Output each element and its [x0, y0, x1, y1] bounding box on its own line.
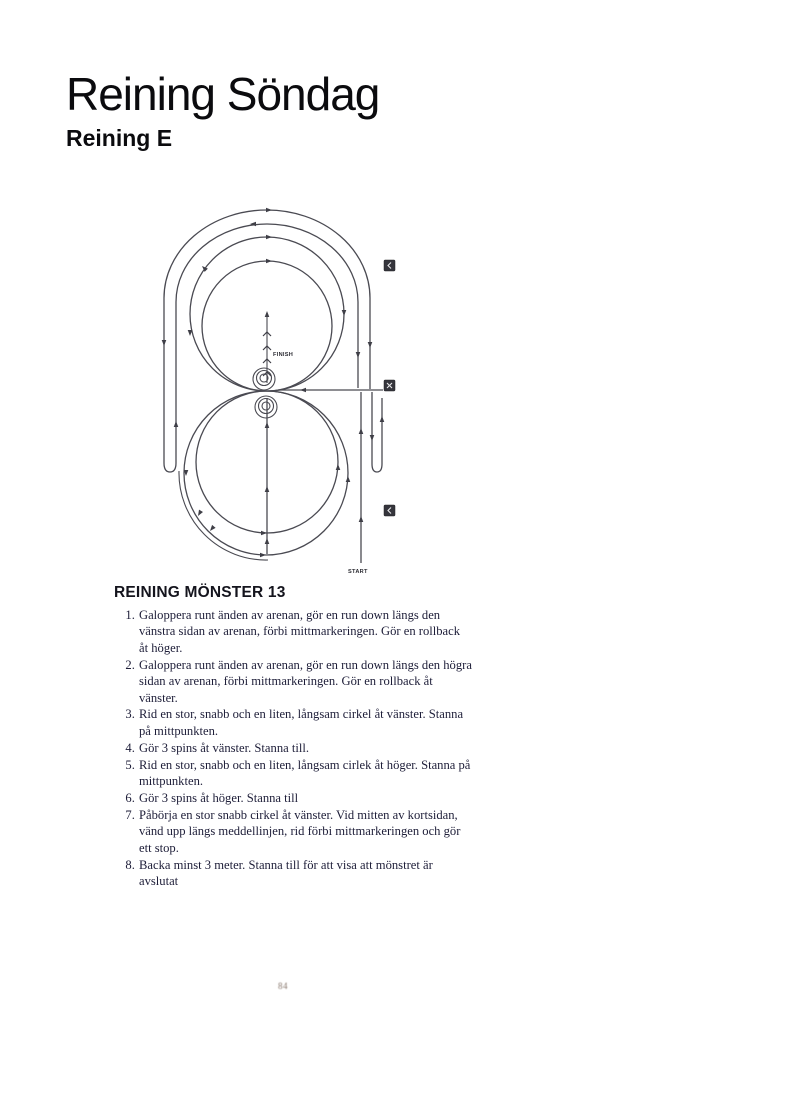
- pattern-steps-list: [114, 607, 472, 889]
- reining-pattern-diagram: [150, 186, 420, 586]
- pattern-description: [114, 584, 472, 890]
- bottom-circles: [179, 391, 348, 560]
- page-number: 84: [278, 981, 288, 991]
- rollback-right-path: [372, 392, 382, 472]
- pattern-step: 3. Rid en stor, snabb och en liten, långsam cirkel åt vänster. Stanna på mittpunkten.: [138, 706, 472, 739]
- pattern-step: 7. Påbörja en stor snabb cirkel åt vänster. Vid mitten av kortsidan, vänd upp längs meddellinjen, rid förbi mittmarkeringen och gör ett stop.: [138, 807, 472, 856]
- page-subtitle: Reining E: [66, 125, 173, 152]
- pattern-step: 8. Backa minst 3 meter. Stanna till för att visa att mönstret är avslutat: [138, 857, 472, 890]
- arena-marker-top: [384, 260, 395, 271]
- direction-arrows: [162, 208, 385, 558]
- arena-marker-middle: [384, 380, 395, 391]
- backup-line: [263, 311, 271, 383]
- pattern-heading: REINING MÖNSTER 13: [114, 584, 286, 601]
- spins-left: [253, 368, 275, 390]
- pattern-step: 6. Gör 3 spins åt höger. Stanna till: [138, 790, 472, 806]
- page-title: Reining Söndag: [66, 67, 380, 120]
- pattern-step: 2. Galoppera runt änden av arenan, gör en run down längs den högra sidan av arenan, förbi mittmarkeringen. Gör en rollback åt vänster.: [138, 657, 472, 706]
- pattern-step: 1. Galoppera runt änden av arenan, gör en run down längs den vänstra sidan av arenan, förbi mittmarkeringen. Gör en rollback åt höger.: [138, 607, 472, 656]
- start-label: START: [348, 569, 368, 575]
- spins-right: [255, 396, 277, 418]
- pattern-step: 4. Gör 3 spins åt vänster. Stanna till.: [138, 740, 472, 756]
- run-down-left-path: [164, 298, 176, 472]
- pattern-step: 5. Rid en stor, snabb och en liten, långsam cirlek åt höger. Stanna på mittpunkten.: [138, 757, 472, 790]
- arena-marker-bottom: [384, 505, 395, 516]
- pattern-diagram-svg: [150, 186, 420, 586]
- finish-label: FINISH: [273, 352, 294, 358]
